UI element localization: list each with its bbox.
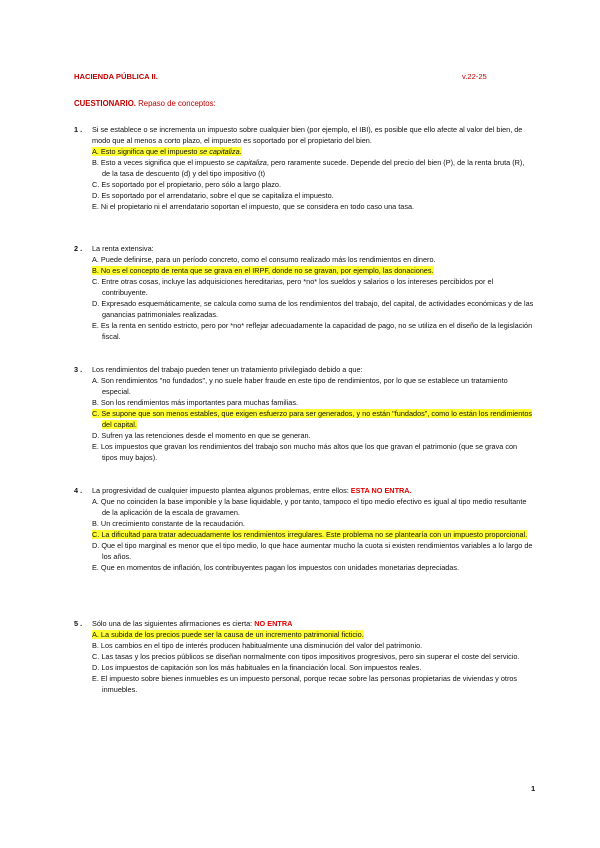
stem-text: Sólo una de las siguientes afirmaciones es cierta: bbox=[92, 619, 255, 628]
option-c bbox=[92, 408, 534, 430]
option-c: C. Es soportado por el propietario, pero sólo a largo plazo. bbox=[92, 180, 282, 189]
option-e: E. Es la renta en sentido estricto, pero por *no* reflejar adecuadamente la capacidad de pago, no se utiliza en el diseño de la legislación fiscal. bbox=[92, 321, 533, 341]
option-a bbox=[92, 629, 534, 640]
option-b bbox=[92, 157, 534, 179]
option-d: D. Los impuestos de capitación son los más habituales en la financiación local. Son impuestos reales. bbox=[92, 663, 422, 672]
exclusion-note: ESTA NO ENTRA. bbox=[350, 486, 412, 495]
question-stem: Si se establece o se incrementa un impuesto sobre cualquier bien (por ejemplo, el IBI), es posible que ello afecte al valor del bien, de modo que al menos a corto plazo, el impuesto es soportado por el propietario del bien. bbox=[92, 125, 523, 145]
question-number: 2 . bbox=[74, 244, 83, 253]
option-c: C. Las tasas y los precios públicos se diseñan normalmente con tipos impositivos progresivos, pero sin superar el coste del servicio. bbox=[92, 652, 520, 661]
question-stem: Los rendimientos del trabajo pueden tener un tratamiento privilegiado debido a que: bbox=[92, 365, 363, 374]
version-label: v.22-25 bbox=[462, 72, 487, 81]
questionnaire-subtitle bbox=[74, 99, 216, 108]
subtitle-rest: Repaso de conceptos: bbox=[135, 99, 216, 108]
question-stem bbox=[92, 485, 534, 496]
option-a: A. Que no coinciden la base imponible y la base liquidable, y por tanto, tampoco el tipo medio efectivo es igual al tipo medio resultante de la aplicación de la escala de gravamen. bbox=[92, 497, 527, 517]
page-number: 1 bbox=[531, 784, 536, 793]
option-text: B. Esto a veces significa que el impuesto bbox=[92, 158, 227, 167]
option-a: A. Puede definirse, para un período concreto, como el consumo realizado más los rendimientos en dinero. bbox=[92, 255, 436, 264]
stem-text: La progresividad de cualquier impuesto plantea algunos problemas, entre ellos: bbox=[92, 486, 351, 495]
option-text: A. Esto significa que el impuesto bbox=[92, 147, 200, 156]
option-e: E. Los impuestos que gravan los rendimientos del trabajo son mucho más altos que los que gravan el patrimonio (que se grava con tipos muy bajos). bbox=[92, 442, 518, 462]
question-4 bbox=[74, 485, 534, 573]
option-italic: se capitaliza bbox=[226, 158, 267, 167]
question-number: 3 . bbox=[74, 365, 83, 374]
option-d: D. Que el tipo marginal es menor que el tipo medio, lo que hace aumentar mucho la cuota si existen rendimientos variables a lo largo de los años. bbox=[92, 541, 533, 561]
highlight: A. La subida de los precios puede ser la causa de un incremento patrimonial ficticio. bbox=[92, 630, 364, 639]
option-d: D. Es soportado por el arrendatario, sobre el que se capitaliza el impuesto. bbox=[92, 191, 334, 200]
question-2 bbox=[74, 243, 534, 342]
option-italic: se capitaliza. bbox=[199, 147, 242, 156]
exclusion-note: NO ENTRA bbox=[254, 619, 293, 628]
course-title: HACIENDA PÚBLICA II. bbox=[74, 72, 158, 81]
option-b: B. Son los rendimientos más importantes para muchas familias. bbox=[92, 398, 299, 407]
option-e: E. Que en momentos de inflación, los contribuyentes pagan los impuestos con unidades monetarias depreciadas. bbox=[92, 563, 460, 572]
highlight: B. No es el concepto de renta que se grava en el IRPF, donde no se gravan, por ejemplo, las donaciones. bbox=[92, 266, 434, 275]
option-text: , pero raramente sucede. Depende del precio del bien (P), de la renta bruta (R), de la tasa de descuento (d) y del tipo impositivo (t) bbox=[102, 158, 525, 178]
question-number: 1 . bbox=[74, 125, 83, 134]
question-number: 4 . bbox=[74, 486, 83, 495]
option-b bbox=[92, 265, 534, 276]
question-1 bbox=[74, 124, 534, 212]
option-c: C. Entre otras cosas, incluye las adquisiciones hereditarias, pero *no* los sueldos y salarios o los intereses percibidos por el contribuyente. bbox=[92, 277, 494, 297]
option-e: E. El impuesto sobre bienes inmuebles es un impuesto personal, porque recae sobre las personas propietarias de viviendas y otros inmuebles. bbox=[92, 674, 518, 694]
option-b: B. Un crecimiento constante de la recaudación. bbox=[92, 519, 245, 528]
option-a: A. Son rendimientos "no fundados", y no suele haber fraude en este tipo de rendimientos, por lo que se establece un tratamiento especial. bbox=[92, 376, 508, 396]
option-a bbox=[92, 146, 534, 157]
option-d: D. Sufren ya las retenciones desde el momento en que se generan. bbox=[92, 431, 311, 440]
option-b: B. Los cambios en el tipo de interés producen habitualmente una disminución del valor del patrimonio. bbox=[92, 641, 423, 650]
question-5 bbox=[74, 618, 534, 695]
option-d: D. Expresado esquemáticamente, se calcula como suma de los rendimientos del trabajo, del capital, de actividades económicas y de las ganancias patrimoniales realizadas. bbox=[92, 299, 534, 319]
question-3 bbox=[74, 364, 534, 463]
question-stem bbox=[92, 618, 534, 629]
option-c bbox=[92, 529, 534, 540]
option-e: E. Ni el propietario ni el arrendatario soportan el impuesto, que se considera en todo caso una tasa. bbox=[92, 202, 415, 211]
highlight: C. Se supone que son menos estables, que exigen esfuerzo para ser generados, y no están "fundados", como lo están los rendimientos del capital. bbox=[92, 409, 533, 429]
highlight: C. La dificultad para tratar adecuadamente los rendimientos irregulares. Este problema no se plantearía con un impuesto proporcional. bbox=[92, 530, 528, 539]
question-stem: La renta extensiva: bbox=[92, 244, 154, 253]
subtitle-bold: CUESTIONARIO. bbox=[74, 99, 136, 108]
highlight bbox=[92, 147, 242, 156]
question-number: 5 . bbox=[74, 619, 83, 628]
